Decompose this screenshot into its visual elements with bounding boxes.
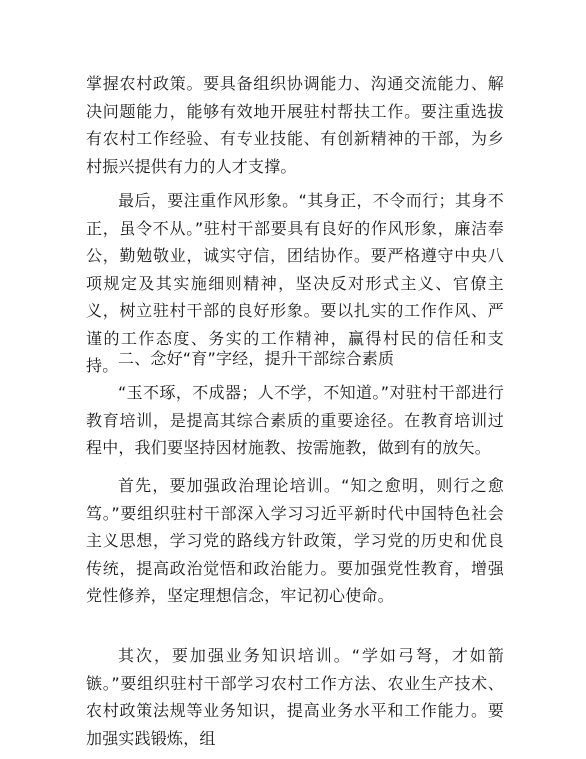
paragraph-style-image: 最后，要注重作风形象。“其身正，不令而行；其身不正，虽令不从。”驻村干部要具有良好的作风形象，廉洁奉公，勤勉敬业，诚实守信，团结协作。要严格遵守中央八项规定及其实施细则精神，坚决反对形式主义、官僚主义，树立驻村干部的良好形象。要以扎实的工作作风、严谨的工作态度、务实的工作精神，赢得村民的信任和支持。: [86, 191, 504, 375]
section-heading: 二、念好“育”字经，提升干部综合素质: [118, 349, 395, 368]
paragraph-political-training: 首先，要加强政治理论培训。“知之愈明，则行之愈笃。”要组织驻村干部深入学习习近平新时代中国特色社会主义思想，学习党的路线方针政策，学习党的历史和优良传统，提高政治觉悟和政治能力。要加强党性教育，增强党性修养，坚定理想信念，牢记初心使命。: [86, 476, 504, 605]
paragraph-education-intro: “玉不琢，不成器；人不学，不知道。”对驻村干部进行教育培训，是提高其综合素质的重要途径。在教育培训过程中，我们要坚持因材施教、按需施教，做到有的放矢。: [86, 383, 504, 457]
paragraph-business-training: 其次，要加强业务知识培训。“学如弓弩，才如箭镞。”要组织驻村干部学习农村工作方法、农业生产技术、农村政策法规等业务知识，提高业务水平和工作能力。要加强实践锻炼，组: [86, 646, 504, 748]
paragraph-continuation: 掌握农村政策。要具备组织协调能力、沟通交流能力、解决问题能力，能够有效地开展驻村帮扶工作。要注重选拔有农村工作经验、有专业技能、有创新精神的干部，为乡村振兴提供有力的人才支撑。: [86, 74, 504, 176]
